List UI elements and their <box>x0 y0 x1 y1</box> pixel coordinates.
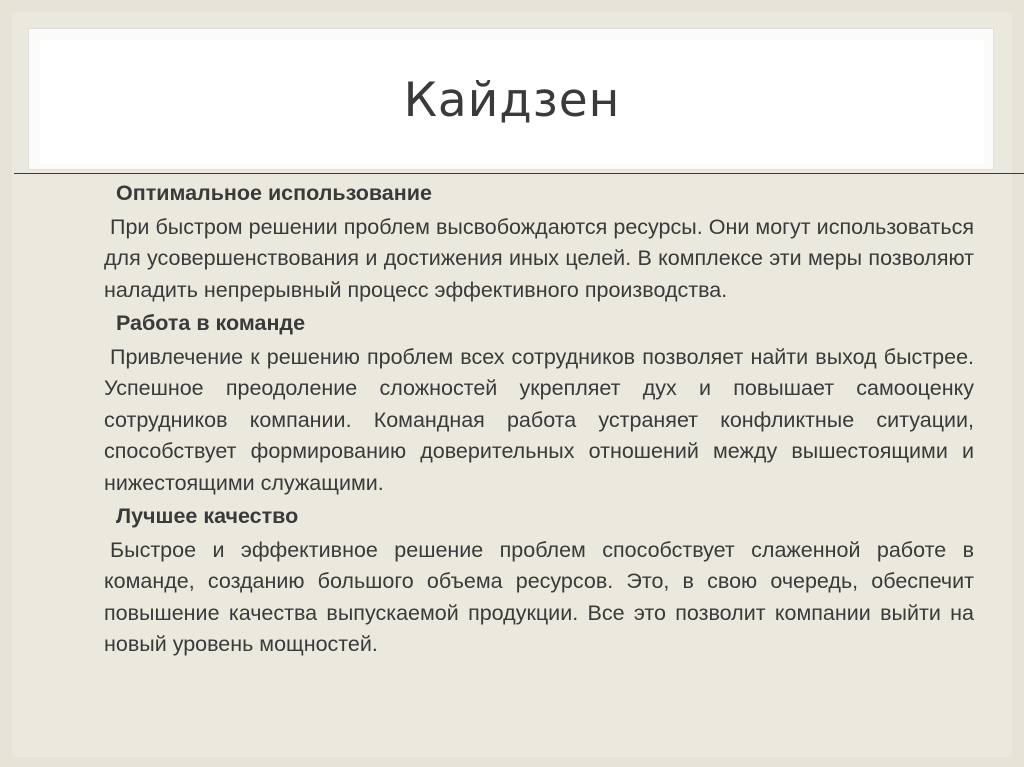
title-divider <box>14 173 1024 174</box>
section-heading: Работа в команде <box>116 311 306 335</box>
section-text: При быстром решении проблем высвобождаются ресурсы. Они могут использоваться для усовершенствования и достижения иных целей. В комплексе эти меры позволяют наладить непрерывный процесс эффективного производства. <box>104 214 974 302</box>
section-text: Быстрое и эффективное решение проблем способствует слаженной работе в команде, созданию большого объема ресурсов. Это, в свою очередь, обеспечит повышение качества выпускаемой продукции. Все это позволит компании выйти на новый уровень мощностей. <box>104 537 974 656</box>
section-text: Привлечение к решению проблем всех сотрудников позволяет найти выход быстрее. Успешное преодоление сложностей укрепляет дух и повышает самооценку сотрудников компании. Командная работа устраняет конфликтные ситуации, способствует формированию доверительных отношений между вышестоящими и нижестоящими служащими. <box>104 344 974 495</box>
section-optimal-use <box>104 178 974 306</box>
section-heading: Оптимальное использование <box>116 181 432 205</box>
section-heading: Лучшее качество <box>116 504 299 528</box>
section-teamwork <box>104 308 974 499</box>
section-better-quality <box>104 501 974 661</box>
title-box <box>40 40 984 164</box>
slide-content <box>104 178 974 663</box>
slide-title: Кайдзен <box>403 73 621 128</box>
